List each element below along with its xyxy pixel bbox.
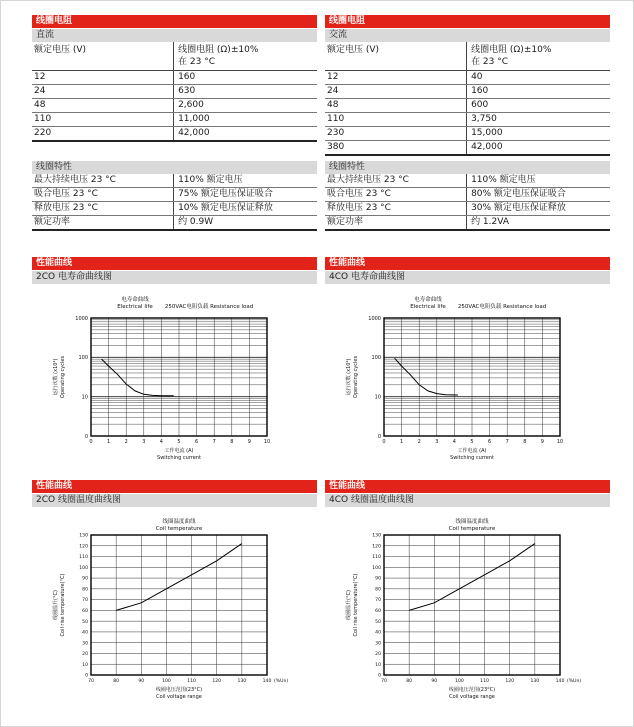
- svg-text:6: 6: [487, 439, 491, 445]
- svg-text:9: 9: [247, 439, 251, 445]
- coil-temperature-chart-4co: [338, 515, 598, 701]
- svg-text:Switching current: Switching current: [156, 455, 201, 460]
- svg-text:130: 130: [236, 679, 246, 684]
- svg-text:10: 10: [263, 439, 270, 445]
- resistance-value-cell: 3,750: [466, 113, 610, 126]
- table-row: [325, 127, 610, 141]
- electrical-life-4co-column: [325, 257, 610, 460]
- svg-text:130: 130: [78, 533, 88, 539]
- svg-text:250VAC电阻负载 Resistance load: 250VAC电阻负载 Resistance load: [164, 304, 253, 310]
- svg-text:工作电流 (A): 工作电流 (A): [164, 448, 193, 454]
- subsection-header-coil-characteristics: 线圈特性: [32, 161, 317, 174]
- table-row: [32, 188, 317, 202]
- electrical-life-chart-4co: [338, 292, 598, 460]
- table-row: [325, 188, 610, 202]
- svg-text:Coil rise temperature(°C): Coil rise temperature(°C): [352, 573, 359, 637]
- svg-text:1: 1: [106, 439, 110, 445]
- chart-container: [325, 515, 610, 701]
- svg-text:Coil temperature: Coil temperature: [448, 526, 495, 532]
- coil-resistance-ac-column: [325, 15, 610, 231]
- svg-text:Coil rise temperature(°C): Coil rise temperature(°C): [59, 573, 66, 637]
- svg-text:100: 100: [78, 565, 88, 571]
- svg-text:9: 9: [540, 439, 544, 445]
- table-row: [32, 127, 317, 142]
- svg-text:8: 8: [229, 439, 233, 445]
- svg-text:250VAC电阻负载 Resistance load: 250VAC电阻负载 Resistance load: [457, 304, 546, 310]
- table-row: [325, 85, 610, 99]
- characteristic-label-cell: 额定功率: [327, 217, 364, 227]
- rated-voltage-cell: 110: [327, 114, 345, 124]
- svg-text:1: 1: [399, 439, 403, 445]
- rated-voltage-cell: 12: [34, 72, 46, 82]
- svg-text:100: 100: [371, 565, 381, 571]
- coil-temperature-section: [32, 480, 610, 701]
- characteristic-value-cell: 110% 额定电压: [466, 174, 610, 187]
- coil-resistance-header-line1: 线圈电阻 (Ω)±10%: [471, 45, 552, 55]
- svg-text:电寿命曲线: 电寿命曲线: [120, 297, 149, 303]
- resistance-value-cell: 160: [173, 71, 317, 84]
- rated-voltage-cell: 12: [327, 72, 339, 82]
- subsection-header-2co-electrical-life: 2CO 电寿命曲线图: [32, 271, 317, 284]
- table-row: [32, 99, 317, 113]
- svg-text:140: 140: [555, 679, 564, 684]
- svg-text:10: 10: [81, 662, 88, 668]
- svg-text:Operating cycles: Operating cycles: [59, 355, 66, 399]
- table-body: [325, 174, 610, 231]
- coil-resistance-header-line1: 线圈电阻 (Ω)±10%: [178, 45, 259, 55]
- svg-text:Switching current: Switching current: [449, 455, 494, 460]
- svg-text:40: 40: [374, 630, 381, 636]
- spacer: [325, 156, 610, 160]
- table-row: [32, 216, 317, 231]
- svg-text:60: 60: [81, 608, 88, 614]
- characteristic-value-cell: 10% 额定电压保证释放: [173, 202, 317, 215]
- table-header-row: [325, 42, 610, 71]
- svg-text:100: 100: [370, 355, 381, 362]
- table-body: [325, 71, 610, 156]
- section-header-performance-curves: 性能曲线: [325, 480, 610, 493]
- resistance-value-cell: 630: [173, 85, 317, 98]
- svg-text:80: 80: [374, 587, 381, 593]
- svg-text:0: 0: [88, 439, 93, 445]
- rated-voltage-cell: 48: [34, 100, 46, 110]
- table-row: [32, 71, 317, 85]
- rated-voltage-cell: 24: [34, 86, 46, 96]
- subsection-header-4co-coil-temperature: 4CO 线圈温度曲线图: [325, 494, 610, 507]
- svg-text:10: 10: [374, 394, 381, 401]
- table-row: [325, 113, 610, 127]
- table-row: [325, 141, 610, 156]
- coil-resistance-header: [466, 42, 610, 70]
- characteristic-label-cell: 最大持续电压 23 °C: [327, 175, 409, 185]
- svg-text:Electrical life: Electrical life: [116, 304, 153, 310]
- characteristic-value-cell: 约 0.9W: [173, 216, 317, 229]
- svg-text:90: 90: [81, 576, 88, 582]
- coil-temperature-2co-column: [32, 480, 317, 701]
- svg-text:80: 80: [112, 679, 119, 684]
- svg-text:120: 120: [211, 679, 221, 684]
- svg-text:电寿命曲线: 电寿命曲线: [413, 297, 442, 303]
- svg-text:0: 0: [377, 433, 381, 440]
- svg-text:120: 120: [371, 544, 381, 550]
- svg-text:5: 5: [469, 439, 474, 445]
- characteristic-value-cell: 110% 额定电压: [173, 174, 317, 187]
- table-row: [32, 85, 317, 99]
- chart-container: [32, 515, 317, 701]
- rated-voltage-cell: 48: [327, 100, 339, 110]
- rated-voltage-cell: 380: [327, 142, 345, 152]
- svg-text:130: 130: [371, 533, 381, 539]
- svg-text:100: 100: [77, 355, 88, 362]
- svg-text:0: 0: [84, 433, 88, 440]
- svg-text:50: 50: [81, 619, 88, 625]
- section-header-coil-resistance: 线圈电阻: [325, 15, 610, 28]
- table-body: [32, 174, 317, 231]
- characteristic-value-cell: 75% 额定电压保证吸合: [173, 188, 317, 201]
- table-row: [32, 202, 317, 216]
- subsection-header-4co-electrical-life: 4CO 电寿命曲线图: [325, 271, 610, 284]
- electrical-life-section: [32, 257, 610, 460]
- svg-text:4: 4: [159, 439, 163, 445]
- svg-text:30: 30: [81, 641, 88, 647]
- chart-container: [32, 292, 317, 460]
- svg-text:5: 5: [176, 439, 181, 445]
- svg-text:100: 100: [161, 679, 171, 684]
- svg-text:运行次数 (x10⁴): 运行次数 (x10⁴): [52, 358, 59, 396]
- table-row: [32, 174, 317, 188]
- svg-text:2: 2: [124, 439, 128, 445]
- svg-text:Coil temperature: Coil temperature: [155, 526, 202, 532]
- svg-text:70: 70: [380, 679, 387, 684]
- svg-text:线圈温升(°C): 线圈温升(°C): [345, 590, 352, 620]
- table-body: [32, 71, 317, 142]
- characteristic-value-cell: 约 1.2VA: [466, 216, 610, 229]
- svg-text:线圈温度曲线: 线圈温度曲线: [161, 519, 196, 525]
- svg-text:70: 70: [81, 598, 88, 604]
- svg-text:7: 7: [212, 439, 216, 445]
- svg-text:110: 110: [186, 679, 196, 684]
- resistance-value-cell: 160: [466, 85, 610, 98]
- table-row: [325, 216, 610, 231]
- svg-text:线圈温升(°C): 线圈温升(°C): [52, 590, 59, 620]
- coil-resistance-section: [32, 15, 610, 231]
- characteristic-label-cell: 最大持续电压 23 °C: [34, 175, 116, 185]
- svg-text:120: 120: [504, 679, 514, 684]
- svg-text:140: 140: [262, 679, 271, 684]
- coil-resistance-header-line2: 在 23 °C: [471, 57, 509, 67]
- coil-temperature-4co-column: [325, 480, 610, 701]
- table-header-row: [32, 42, 317, 71]
- svg-text:6: 6: [194, 439, 198, 445]
- spacer: [32, 142, 317, 160]
- table-row: [32, 113, 317, 127]
- svg-text:4: 4: [452, 439, 456, 445]
- chart-container: [325, 292, 610, 460]
- resistance-value-cell: 11,000: [173, 113, 317, 126]
- coil-resistance-header: [173, 42, 317, 70]
- svg-text:0: 0: [381, 439, 386, 445]
- svg-text:8: 8: [522, 439, 526, 445]
- svg-text:Coil voltage range: Coil voltage range: [448, 694, 495, 700]
- resistance-value-cell: 42,000: [466, 141, 610, 154]
- svg-text:110: 110: [371, 555, 381, 561]
- svg-text:120: 120: [78, 544, 88, 550]
- characteristic-label-cell: 释放电压 23 °C: [327, 203, 391, 213]
- characteristic-label-cell: 吸合电压 23 °C: [327, 189, 391, 199]
- rated-voltage-cell: 230: [327, 128, 345, 138]
- svg-text:50: 50: [374, 619, 381, 625]
- svg-text:线圈电压范围(23°C): 线圈电压范围(23°C): [448, 687, 495, 693]
- resistance-value-cell: 2,600: [173, 99, 317, 112]
- svg-text:(%Un): (%Un): [566, 679, 581, 684]
- coil-resistance-dc-table: [32, 42, 317, 142]
- coil-characteristics-dc-table: [32, 174, 317, 231]
- characteristic-label-cell: 额定功率: [34, 217, 71, 227]
- svg-text:运行次数 (x10⁴): 运行次数 (x10⁴): [345, 358, 352, 396]
- table-row: [325, 174, 610, 188]
- svg-text:3: 3: [434, 439, 438, 445]
- svg-text:线圈温度曲线: 线圈温度曲线: [454, 519, 489, 525]
- section-header-performance-curves: 性能曲线: [32, 480, 317, 493]
- svg-text:90: 90: [430, 679, 437, 684]
- svg-text:1000: 1000: [74, 315, 88, 322]
- resistance-value-cell: 40: [466, 71, 610, 84]
- characteristic-label-cell: 吸合电压 23 °C: [34, 189, 98, 199]
- svg-text:110: 110: [479, 679, 489, 684]
- resistance-value-cell: 15,000: [466, 127, 610, 140]
- rated-voltage-cell: 110: [34, 114, 52, 124]
- svg-text:1000: 1000: [367, 315, 381, 322]
- svg-text:60: 60: [374, 608, 381, 614]
- coil-resistance-header-line2: 在 23 °C: [178, 57, 216, 67]
- subsection-header-dc: 直流: [32, 29, 317, 42]
- electrical-life-2co-column: [32, 257, 317, 460]
- rated-voltage-header: 额定电压 (V): [327, 45, 380, 55]
- coil-resistance-ac-table: [325, 42, 610, 156]
- section-header-performance-curves: 性能曲线: [325, 257, 610, 270]
- resistance-value-cell: 42,000: [173, 127, 317, 140]
- svg-text:线圈电压范围(23°C): 线圈电压范围(23°C): [155, 687, 202, 693]
- characteristic-value-cell: 30% 额定电压保证释放: [466, 202, 610, 215]
- svg-text:工作电流 (A): 工作电流 (A): [457, 448, 486, 454]
- svg-text:2: 2: [417, 439, 421, 445]
- svg-text:10: 10: [556, 439, 563, 445]
- svg-text:Coil voltage range: Coil voltage range: [155, 694, 202, 700]
- svg-text:30: 30: [374, 641, 381, 647]
- svg-text:80: 80: [405, 679, 412, 684]
- subsection-header-ac: 交流: [325, 29, 610, 42]
- svg-text:70: 70: [374, 598, 381, 604]
- table-row: [325, 71, 610, 85]
- subsection-header-2co-coil-temperature: 2CO 线圈温度曲线图: [32, 494, 317, 507]
- svg-text:20: 20: [374, 652, 381, 658]
- section-header-performance-curves: 性能曲线: [32, 257, 317, 270]
- svg-text:0: 0: [84, 673, 88, 679]
- svg-text:90: 90: [374, 576, 381, 582]
- svg-text:130: 130: [529, 679, 539, 684]
- coil-temperature-chart-2co: [45, 515, 305, 701]
- svg-text:(%Un): (%Un): [273, 679, 288, 684]
- table-row: [325, 202, 610, 216]
- characteristic-label-cell: 释放电压 23 °C: [34, 203, 98, 213]
- section-header-coil-resistance: 线圈电阻: [32, 15, 317, 28]
- rated-voltage-cell: 220: [34, 128, 52, 138]
- subsection-header-coil-characteristics: 线圈特性: [325, 161, 610, 174]
- electrical-life-chart-2co: [45, 292, 305, 460]
- svg-text:0: 0: [377, 673, 381, 679]
- svg-text:10: 10: [81, 394, 88, 401]
- coil-resistance-dc-column: [32, 15, 317, 231]
- svg-text:Operating cycles: Operating cycles: [352, 355, 359, 399]
- svg-text:7: 7: [505, 439, 509, 445]
- svg-text:20: 20: [81, 652, 88, 658]
- svg-text:80: 80: [81, 587, 88, 593]
- svg-text:90: 90: [137, 679, 144, 684]
- svg-text:70: 70: [87, 679, 94, 684]
- rated-voltage-cell: 24: [327, 86, 339, 96]
- svg-text:Electrical life: Electrical life: [409, 304, 446, 310]
- svg-text:10: 10: [374, 662, 381, 668]
- resistance-value-cell: 600: [466, 99, 610, 112]
- coil-characteristics-ac-table: [325, 174, 610, 231]
- svg-text:110: 110: [78, 555, 88, 561]
- svg-text:100: 100: [454, 679, 464, 684]
- svg-text:40: 40: [81, 630, 88, 636]
- table-row: [325, 99, 610, 113]
- characteristic-value-cell: 80% 额定电压保证吸合: [466, 188, 610, 201]
- svg-text:3: 3: [141, 439, 145, 445]
- rated-voltage-header: 额定电压 (V): [34, 45, 87, 55]
